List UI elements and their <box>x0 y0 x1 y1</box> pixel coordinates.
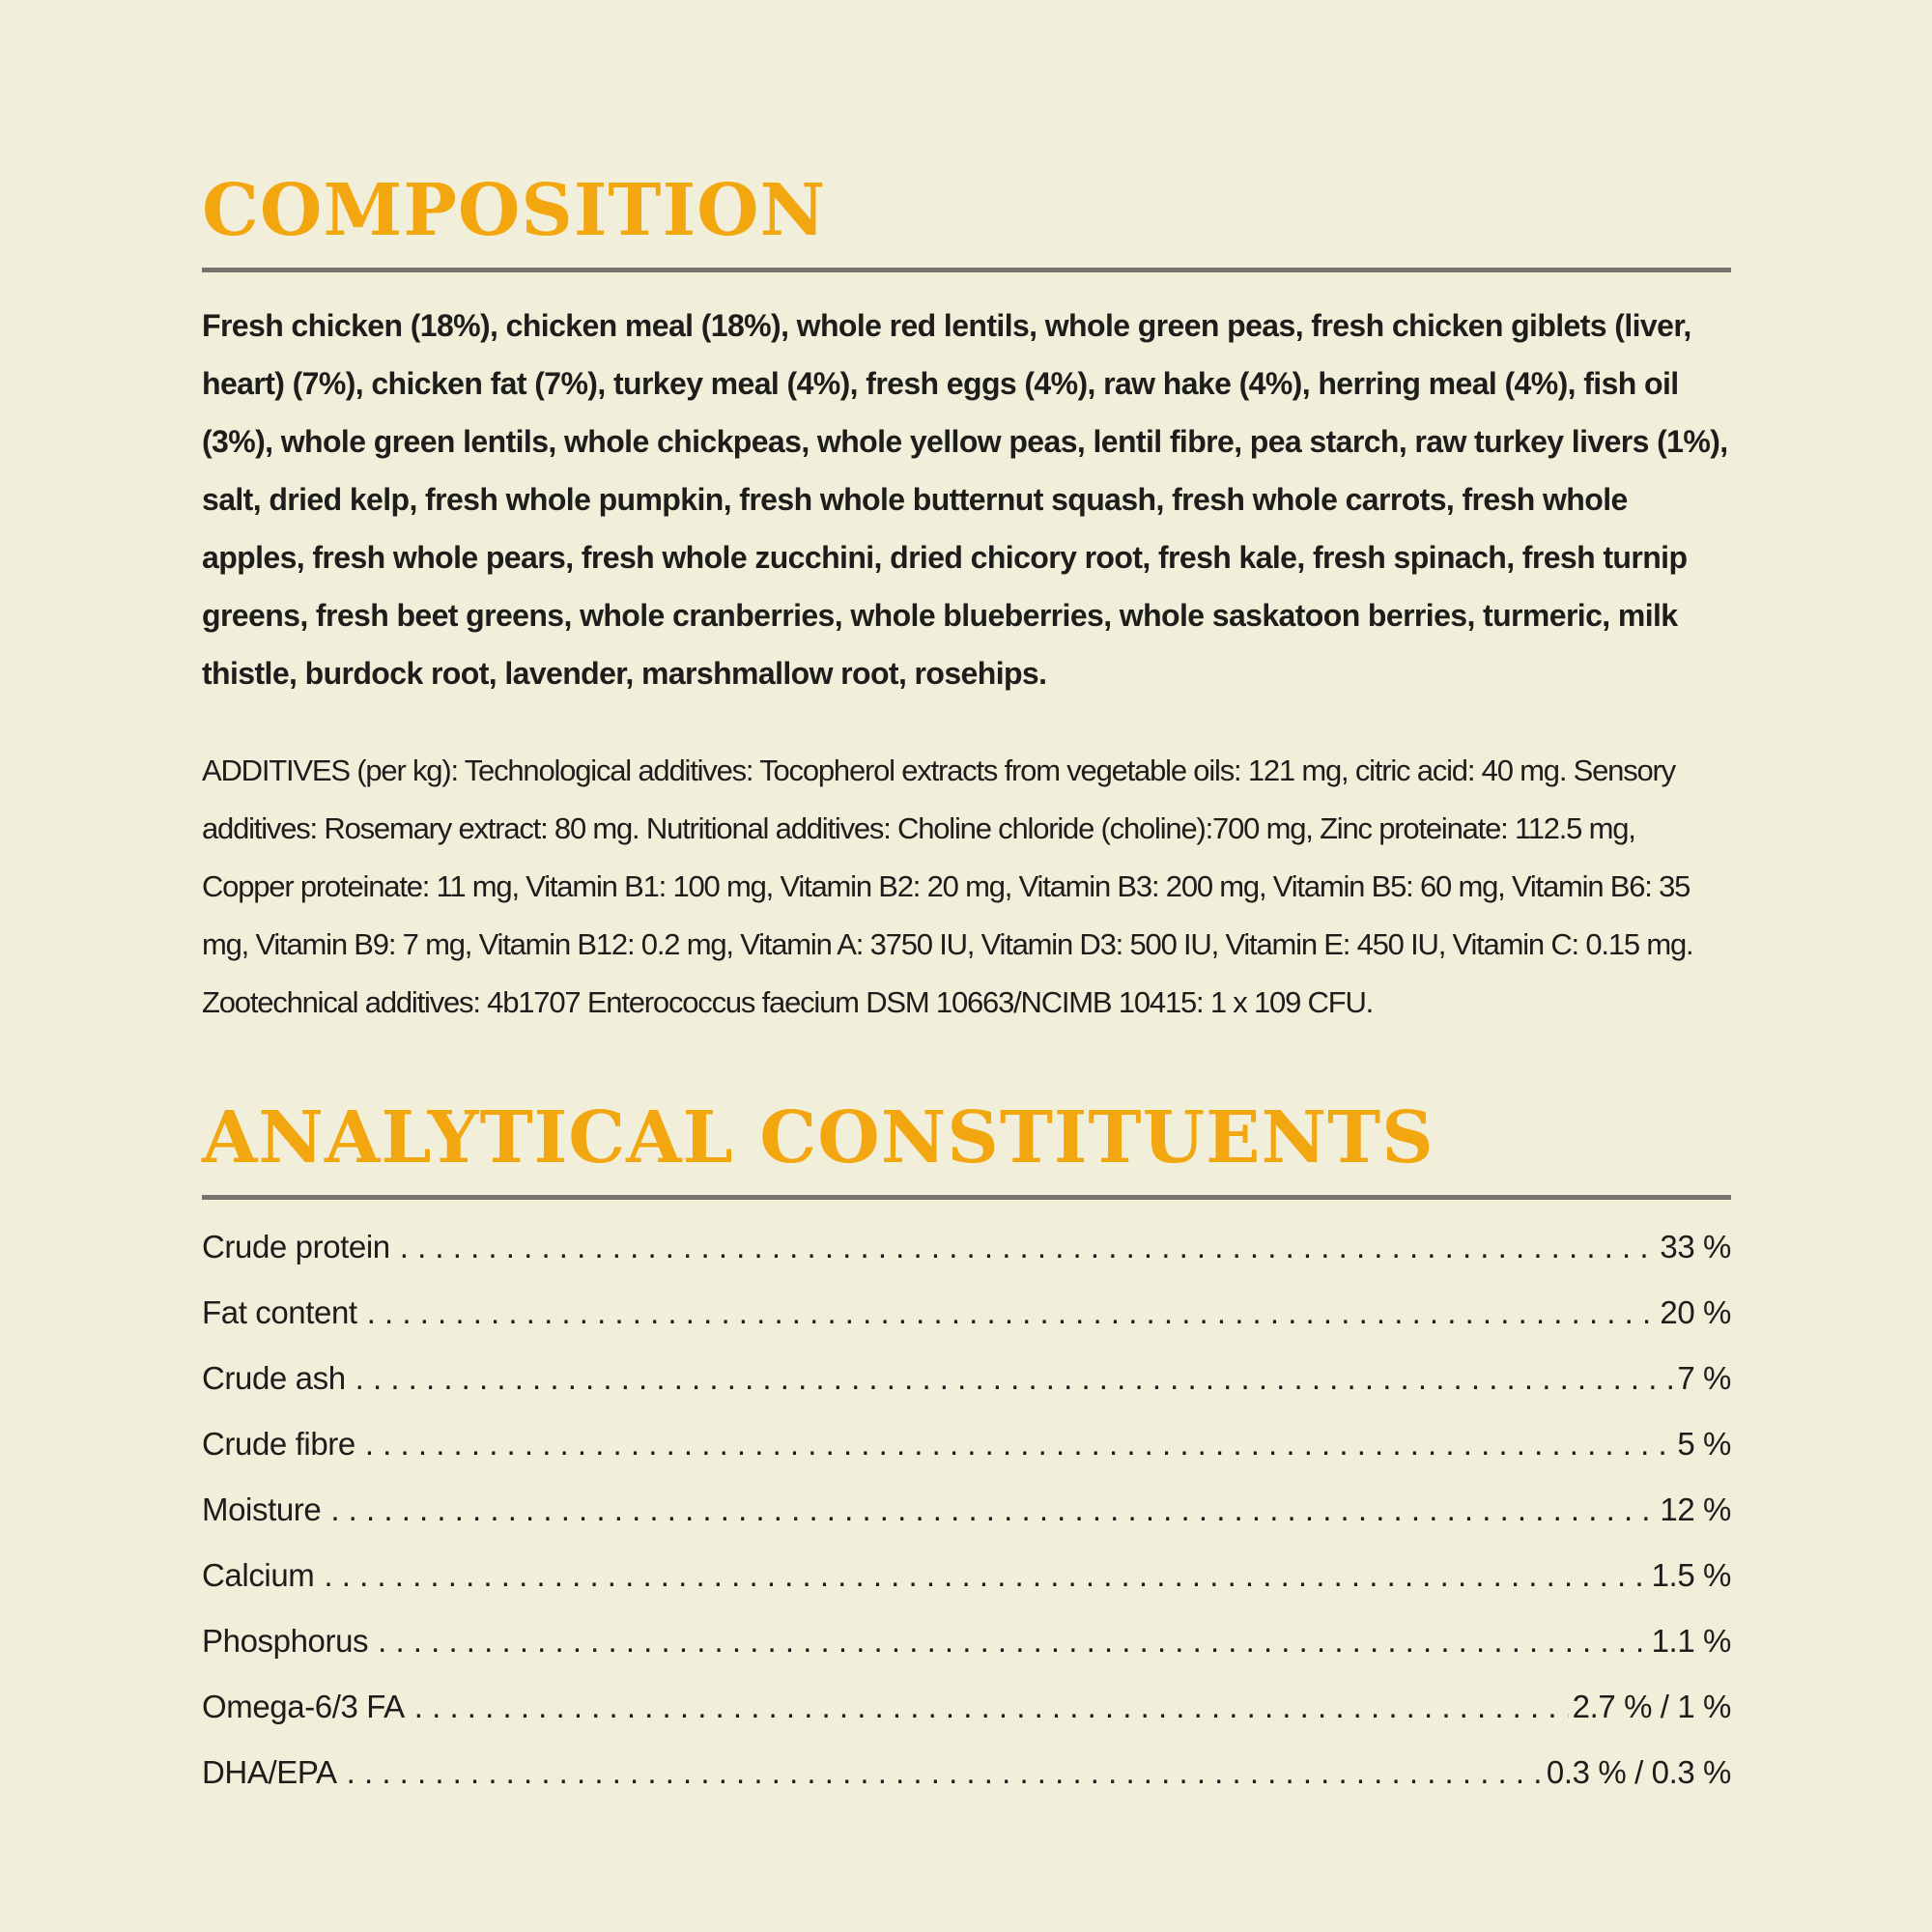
constituents-table <box>202 1220 1731 1811</box>
constituent-value: 2.7 % / 1 % <box>1572 1689 1731 1724</box>
constituent-value: 1.5 % <box>1651 1557 1731 1593</box>
constituent-row-omega <box>202 1680 1731 1746</box>
additives-text: ADDITIVES (per kg): Technological additives: Tocopherol extracts from vegetable oils: 121 mg, citric acid: 40 mg. Sensory additives: Rosemary extract: 80 mg. Nutritional additives: Choline chloride (choline):700 mg, Zinc proteinate: 112.5 mg, Copper proteinate: 11 mg, Vitamin B1: 100 mg, Vitamin B2: 20 mg, Vitamin B3: 200 mg, Vitamin B5: 60 mg, Vitamin B6: 35 mg, Vitamin B9: 7 mg, Vitamin B12: 0.2 mg, Vitamin A: 3750 IU, Vitamin D3: 500 IU, Vitamin E: 450 IU, Vitamin C: 0.15 mg. Zootechnical additives: 4b1707 Enterococcus faecium DSM 10663/NCIMB 10415: 1 x 109 CFU. <box>202 753 1693 1019</box>
analytical-divider <box>202 1195 1731 1200</box>
constituent-label: Crude ash <box>202 1360 346 1396</box>
dot-leader <box>378 1614 1647 1668</box>
dot-leader <box>414 1680 1569 1734</box>
constituent-label: Fat content <box>202 1294 357 1330</box>
constituent-value: 7 % <box>1677 1360 1731 1396</box>
constituent-label: Phosphorus <box>202 1623 369 1659</box>
constituent-label: Crude fibre <box>202 1426 355 1462</box>
composition-divider <box>202 268 1731 272</box>
dot-leader <box>324 1548 1647 1603</box>
dot-leader <box>367 1286 1657 1340</box>
constituent-row-fat-content <box>202 1286 1731 1351</box>
analytical-constituents-heading: ANALYTICAL CONSTITUENTS <box>202 1096 1435 1179</box>
constituent-row-crude-ash <box>202 1351 1731 1417</box>
constituent-row-phosphorus <box>202 1614 1731 1680</box>
nutrition-panel <box>202 0 1731 1932</box>
constituent-row-calcium <box>202 1548 1731 1614</box>
ingredients-list: Fresh chicken (18%), chicken meal (18%), whole red lentils, whole green peas, fresh chicken giblets (liver, heart) (7%), chicken fat (7%), turkey meal (4%), fresh eggs (4%), raw hake (4%), herring meal (4%), fish oil (3%), whole green lentils, whole chickpeas, whole yellow peas, lentil fibre, pea starch, raw turkey livers (1%), salt, dried kelp, fresh whole pumpkin, fresh whole butternut squash, fresh whole carrots, fresh whole apples, fresh whole pears, fresh whole zucchini, dried chicory root, fresh kale, fresh spinach, fresh turnip greens, fresh beet greens, whole cranberries, whole blueberries, whole saskatoon berries, turmeric, milk thistle, burdock root, lavender, marshmallow root, rosehips. <box>202 308 1728 691</box>
constituent-label: Crude protein <box>202 1229 390 1264</box>
dot-leader <box>400 1220 1657 1274</box>
constituent-label: DHA/EPA <box>202 1754 337 1790</box>
constituent-value: 5 % <box>1677 1426 1731 1462</box>
constituent-label: Calcium <box>202 1557 315 1593</box>
constituent-value: 1.1 % <box>1651 1623 1731 1659</box>
constituent-row-moisture <box>202 1483 1731 1548</box>
dot-leader <box>355 1351 1674 1406</box>
constituent-label: Moisture <box>202 1492 322 1527</box>
constituent-value: 12 % <box>1660 1492 1731 1527</box>
dot-leader <box>365 1417 1673 1471</box>
constituent-value: 0.3 % / 0.3 % <box>1546 1754 1731 1790</box>
constituent-value: 33 % <box>1660 1229 1731 1264</box>
constituent-row-crude-fibre <box>202 1417 1731 1483</box>
constituent-row-crude-protein <box>202 1220 1731 1286</box>
constituent-value: 20 % <box>1660 1294 1731 1330</box>
constituent-row-dha-epa <box>202 1746 1731 1811</box>
dot-leader <box>330 1483 1656 1537</box>
constituent-label: Omega-6/3 FA <box>202 1689 405 1724</box>
composition-heading: COMPOSITION <box>202 169 827 252</box>
dot-leader <box>347 1746 1543 1800</box>
